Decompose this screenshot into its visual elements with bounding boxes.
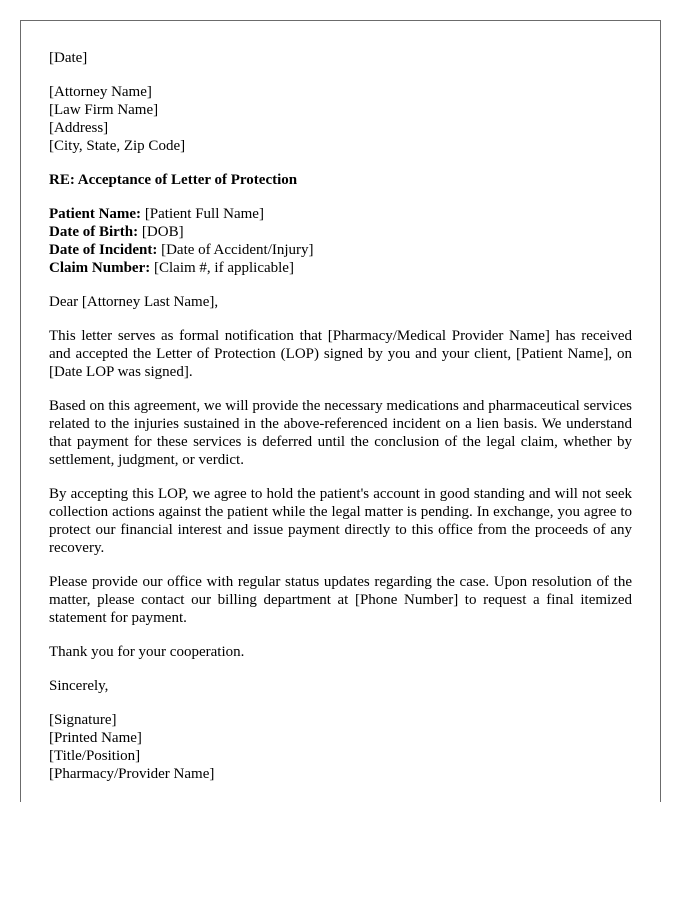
incident-date-row bbox=[49, 241, 632, 259]
body-paragraph-agreement: Based on this agreement, we will provide the necessary medications and pharmaceutical services related to the injuries sustained in the above-referenced incident on a lien basis. We understand that payment for these services is deferred until the conclusion of the legal claim, whether by settlement, judgment, or verdict. bbox=[49, 398, 632, 468]
patient-name-row bbox=[49, 205, 632, 223]
printed-name-line: [Printed Name] bbox=[49, 730, 142, 746]
dob-label: Date of Birth: bbox=[49, 224, 139, 240]
body-paragraph-terms: By accepting this LOP, we agree to hold the patient's account in good standing and will not seek collection actions against the patient while the legal matter is pending. In exchange, you agree to protect our financial interest and issue payment directly to this office from the proceeds of any recovery. bbox=[49, 486, 632, 556]
incident-date-label: Date of Incident: bbox=[49, 242, 158, 258]
date-line: [Date] bbox=[49, 50, 88, 66]
law-firm-line: [Law Firm Name] bbox=[49, 102, 159, 118]
body-paragraph-notification: This letter serves as formal notification that [Pharmacy/Medical Provider Name] has received and accepted the Letter of Protection (LOP) signed by you and your client, [Patient Name], on [Date LOP was signed]. bbox=[49, 328, 632, 380]
title-position-line: [Title/Position] bbox=[49, 748, 141, 764]
signature-block bbox=[49, 711, 632, 783]
claim-number-value: [Claim #, if applicable] bbox=[154, 260, 294, 276]
body-paragraph-updates: Please provide our office with regular status updates regarding the case. Upon resolution of the matter, please contact our billing department at [Phone Number] to request a final itemized statement for payment. bbox=[49, 574, 632, 626]
attorney-name-line: [Attorney Name] bbox=[49, 84, 152, 100]
salutation: Dear [Attorney Last Name], bbox=[49, 294, 219, 310]
dob-value: [DOB] bbox=[141, 224, 184, 240]
claim-number-label: Claim Number: bbox=[49, 260, 151, 276]
signature-line: [Signature] bbox=[49, 712, 117, 728]
patient-info bbox=[49, 205, 632, 277]
provider-name-line: [Pharmacy/Provider Name] bbox=[49, 766, 215, 782]
subject-line: RE: Acceptance of Letter of Protection bbox=[49, 172, 298, 188]
city-state-zip-line: [City, State, Zip Code] bbox=[49, 138, 186, 154]
letter-page bbox=[20, 20, 661, 802]
closing-line: Sincerely, bbox=[49, 678, 109, 694]
address-line: [Address] bbox=[49, 120, 109, 136]
letter-date bbox=[49, 49, 632, 67]
dob-row bbox=[49, 223, 632, 241]
recipient-address bbox=[49, 83, 632, 155]
thanks-line: Thank you for your cooperation. bbox=[49, 644, 245, 660]
patient-name-value: [Patient Full Name] bbox=[144, 206, 264, 222]
claim-number-row bbox=[49, 259, 632, 277]
patient-name-label: Patient Name: bbox=[49, 206, 142, 222]
incident-date-value: [Date of Accident/Injury] bbox=[161, 242, 314, 258]
